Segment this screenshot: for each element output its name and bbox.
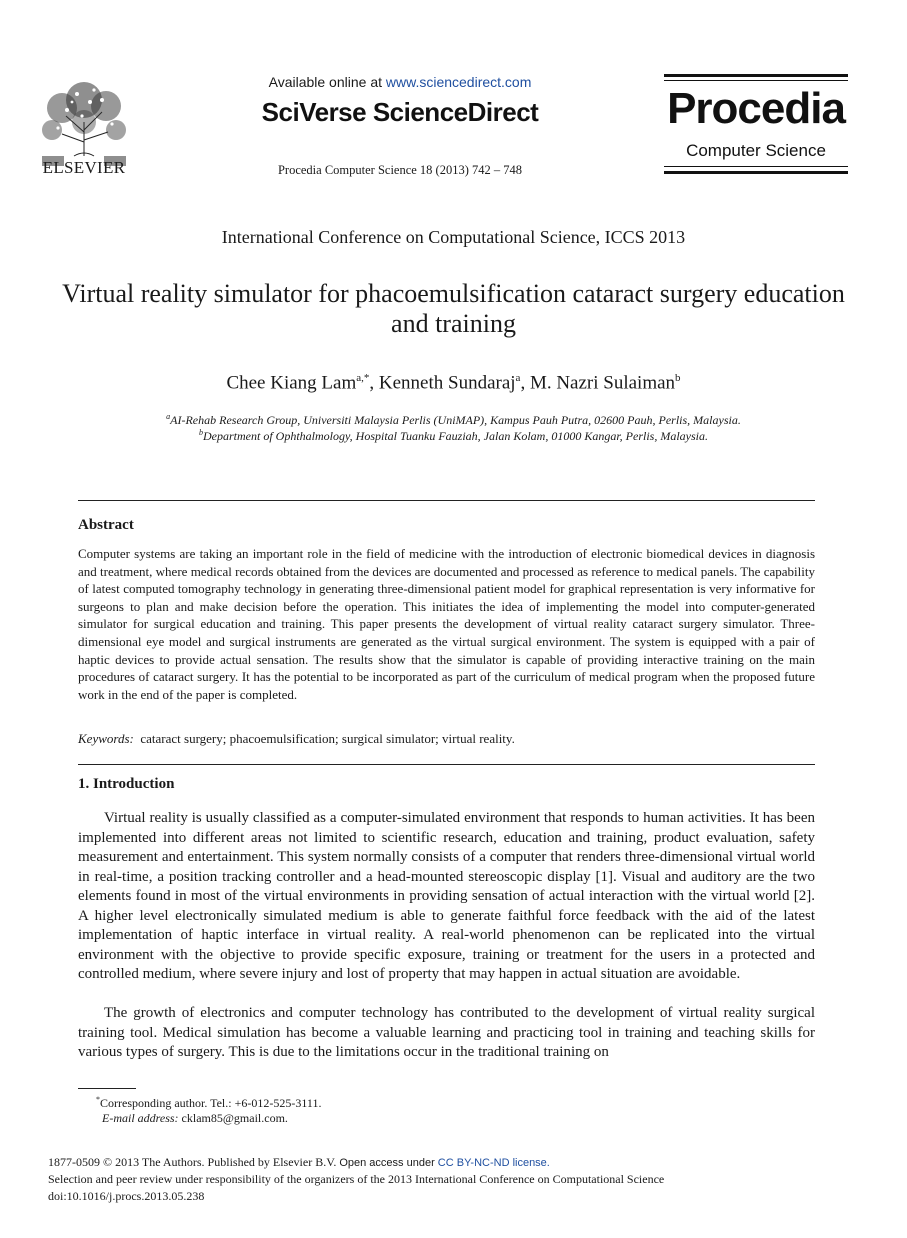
issn-copyright: 1877-0509 © 2013 The Authors. Published by Elsevier B.V. — [48, 1155, 340, 1169]
footnote-rule — [78, 1088, 136, 1089]
journal-reference: Procedia Computer Science 18 (2013) 742 – 748 — [277, 163, 523, 177]
abstract-text: Computer systems are taking an important role in the field of medicine with the introduction of electronic biomedical devices in diagnosis and treatment, where medical records obtained from the devices are documented and processed as reference to medical panels. The capability of latest computed tomography technology in generating three-dimensional patient model for graphical representation is very informative for surgeons to plan and make decision before the operation. This initiates the idea of implementing the model into computer-generated simulator for surgical education and training. This paper presents the development of virtual reality cataract surgery simulator. Three-dimensional eye model and surgical instruments are generated as the virtual surgical environment. The system is equipped with a pair of haptic devices to provide actual sensation. The results show that the simulator is capable of providing interactive training on the main procedures of cataract surgery. It has the potential to be incorporated as part of the curriculum of medical program when the proposed future work in the end of the paper is completed. — [78, 546, 815, 702]
email-footnote — [102, 1111, 288, 1126]
author-name: Kenneth Sundaraj — [378, 372, 516, 394]
license-link[interactable]: CC BY-NC-ND license. — [437, 1157, 550, 1169]
peer-review-line: Selection and peer review under responsibility of the organizers of the 2013 International Conference on Computational Science — [48, 1172, 665, 1186]
open-access-text: Open access under — [339, 1157, 438, 1169]
abstract-top-rule — [78, 500, 815, 501]
journal-logo-title: Procedia — [667, 84, 845, 133]
available-prefix: Available online at — [268, 74, 386, 90]
author-name: Chee Kiang Lam — [226, 372, 357, 394]
affiliation-text: AI-Rehab Research Group, Universiti Malaysia Perlis (UniMAP), Kampus Pauh Putra, 02600 Pauh, Perlis, Malaysia. — [170, 413, 741, 427]
doi-line: doi:10.1016/j.procs.2013.05.238 — [48, 1189, 205, 1203]
introduction-paragraph: Virtual reality is usually classified as a computer-simulated environment that responds to human activities. It has been implemented into different areas not limited to scientific research, education and training, product evaluation, safety measurement and entertainment. This system normally consists of a computer that renders three-dimensional virtual world in real-time, a position tracking controller and a head-mounted stereoscopic display [1]. Visual and auditory are the two elements found in most of the virtual environments in providing sensation of actual interaction with the virtual world [2]. A higher level electronically simulated medium is able to generate faithful force feedback with the aid of the latest implementation of haptic interface in virtual reality. A real-world phenomenon can be replicated into the virtual environment with the objective to provide specific exposure, training or treatment for the users in a protected and controlled medium, where severe injury and lost of property that may happen in actual situation are avoidable. — [78, 810, 815, 982]
author-affiliation-mark: b — [675, 372, 681, 384]
corresponding-author-text: Corresponding author. Tel.: +6-012-525-3111. — [100, 1096, 322, 1110]
keywords — [78, 731, 815, 747]
paper-title: Virtual reality simulator for phacoemulsification cataract surgery education and training — [62, 279, 845, 338]
journal-logo-subtitle: Computer Science — [686, 141, 826, 160]
sciencedirect-link[interactable]: www.sciencedirect.com — [385, 74, 532, 90]
available-online — [200, 74, 600, 90]
conference-name: International Conference on Computational Science, ICCS 2013 — [221, 227, 686, 247]
abstract-heading: Abstract — [78, 517, 134, 533]
author-list — [0, 372, 907, 394]
footnote-mark: * — [96, 1095, 100, 1104]
author-separator: , — [520, 372, 530, 394]
affiliation-mark: a — [166, 412, 171, 421]
affiliation — [0, 412, 907, 428]
procedia-top-rule — [664, 74, 848, 77]
corresponding-author-footnote — [96, 1095, 321, 1111]
email-address: cklam85@gmail.com. — [178, 1111, 288, 1125]
abstract-bottom-rule — [78, 764, 815, 765]
platform-name: SciVerse ScienceDirect — [261, 97, 539, 127]
procedia-top-rule-thin — [664, 80, 848, 81]
keywords-text: cataract surgery; phacoemulsification; surgical simulator; virtual reality. — [140, 731, 515, 746]
introduction-heading: 1. Introduction — [78, 776, 175, 792]
author-name: M. Nazri Sulaiman — [529, 372, 676, 394]
author-affiliation-mark: a — [515, 372, 521, 384]
procedia-bottom-rule-thin — [664, 166, 848, 167]
affiliation-mark: b — [199, 428, 203, 437]
affiliation-text: Department of Ophthalmology, Hospital Tuanku Fauziah, Jalan Kolam, 01000 Kangar, Perlis, Malaysia. — [203, 429, 708, 443]
introduction-paragraph: The growth of electronics and computer technology has contributed to the development of virtual reality surgical training tool. Medical simulation has become a valuable learning and practicing tool in training and teaching skills for various types of surgery. This is due to the limitations occur in the traditional training on — [78, 1005, 815, 1060]
affiliation — [0, 428, 907, 444]
procedia-bottom-rule — [664, 171, 848, 174]
copyright-line — [48, 1155, 550, 1170]
keywords-label: Keywords: — [78, 731, 134, 746]
publisher-name: ELSEVIER — [42, 158, 126, 177]
author-separator: , — [369, 372, 379, 394]
author-affiliation-mark: a,* — [356, 372, 370, 384]
email-label: E-mail address: — [102, 1111, 179, 1125]
